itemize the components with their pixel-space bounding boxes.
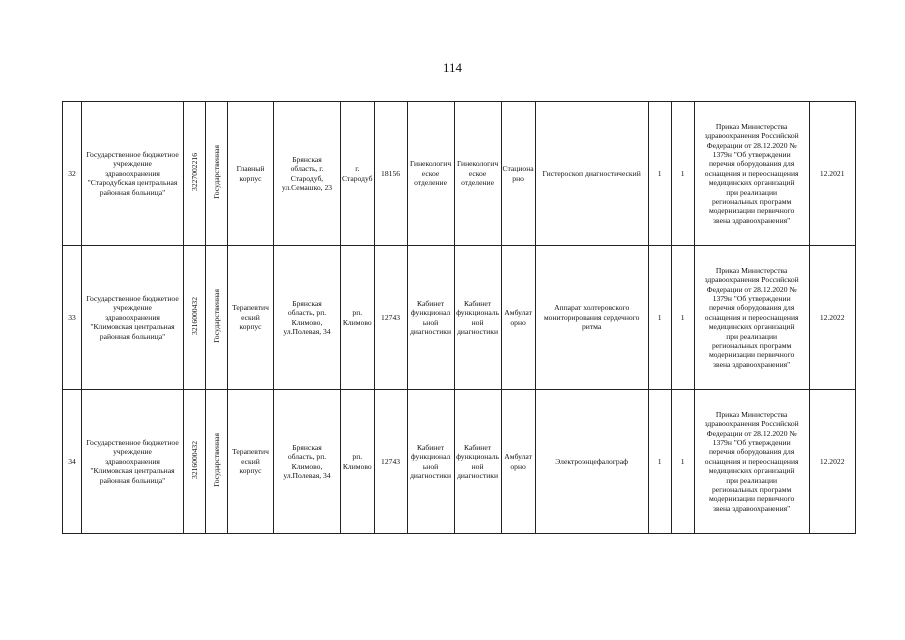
building-name-cell: Терапевтич еский корпус: [228, 390, 274, 534]
settlement-cell: г. Стародуб: [341, 102, 375, 246]
legal-basis-cell: Приказ Министерства здравоохранения Российской Федерации от 28.12.2020 № 1379н "Об утверждении перечня оборудования для оснащения и переоснащения медицинских организаций при реализации региональных программ модернизации первичного звена здравоохранения": [694, 246, 809, 390]
table-row: [63, 102, 856, 246]
quantity-planned-cell: 1: [648, 390, 671, 534]
department-cell: Кабинет функционал ьной диагностики: [407, 246, 454, 390]
inn-code-cell: [184, 246, 206, 390]
settlement-code-cell: 18156: [374, 102, 407, 246]
care-type-cell: Стациона рно: [501, 102, 535, 246]
institution-name-cell: Государственное бюджетное учреждение здравоохранения "Стародубская центральная районная больница": [82, 102, 184, 246]
ownership-type-cell: [206, 246, 228, 390]
inn-code: 3227002216: [189, 153, 199, 192]
institution-name-cell: Государственное бюджетное учреждение здравоохранения "Климовская центральная районная больница": [82, 246, 184, 390]
delivery-date-cell: 12.2022: [809, 246, 855, 390]
table-row: [63, 246, 856, 390]
address-cell: Брянская область, г. Стародуб, ул.Семашко, 23: [274, 102, 341, 246]
quantity-total-cell: 1: [671, 246, 694, 390]
address-cell: Брянская область, рп. Климово, ул.Полевая, 34: [274, 390, 341, 534]
building-name-cell: Терапевтич еский корпус: [228, 246, 274, 390]
ownership-type: Государственная: [211, 145, 221, 200]
ownership-type: Государственная: [211, 289, 221, 344]
ownership-type: Государственная: [211, 433, 221, 488]
department-cell: Кабинет функционал ьной диагностики: [407, 390, 454, 534]
address-cell: Брянская область, рп. Климово, ул.Полевая, 34: [274, 246, 341, 390]
row-number-cell: 32: [63, 102, 82, 246]
quantity-planned-cell: 1: [648, 102, 671, 246]
care-type-cell: Амбулат орно: [501, 390, 535, 534]
quantity-planned-cell: 1: [648, 246, 671, 390]
legal-basis-cell: Приказ Министерства здравоохранения Российской Федерации от 28.12.2020 № 1379н "Об утверждении перечня оборудования для оснащения и переоснащения медицинских организаций при реализации региональных программ модернизации первичного звена здравоохранения": [694, 102, 809, 246]
settlement-code-cell: 12743: [374, 390, 407, 534]
page-number: 114: [442, 60, 463, 75]
inn-code: 3216000432: [189, 297, 199, 336]
settlement-cell: рп. Климово: [341, 246, 375, 390]
inn-code: 3216000432: [189, 441, 199, 480]
row-number-cell: 34: [63, 390, 82, 534]
settlement-cell: рп. Климово: [341, 390, 375, 534]
unit-cell: Кабинет функциональ ной диагностики: [454, 390, 501, 534]
delivery-date-cell: 12.2021: [809, 102, 855, 246]
institution-name-cell: Государственное бюджетное учреждение здравоохранения "Климовская центральная районная больница": [82, 390, 184, 534]
delivery-date-cell: 12.2022: [809, 390, 855, 534]
inn-code-cell: [184, 390, 206, 534]
legal-basis-cell: Приказ Министерства здравоохранения Российской Федерации от 28.12.2020 № 1379н "Об утверждении перечня оборудования для оснащения и переоснащения медицинских организаций при реализации региональных программ модернизации первичного звена здравоохранения": [694, 390, 809, 534]
equipment-table: [62, 101, 856, 534]
settlement-code-cell: 12743: [374, 246, 407, 390]
building-name-cell: Главный корпус: [228, 102, 274, 246]
equipment-name-cell: Электроэнцефалограф: [535, 390, 648, 534]
care-type-cell: Амбулат орно: [501, 246, 535, 390]
quantity-total-cell: 1: [671, 390, 694, 534]
ownership-type-cell: [206, 102, 228, 246]
unit-cell: Кабинет функциональ ной диагностики: [454, 246, 501, 390]
table-row: [63, 390, 856, 534]
equipment-name-cell: Аппарат холтеровского мониторирования сердечного ритма: [535, 246, 648, 390]
department-cell: Гинекологич еское отделение: [407, 102, 454, 246]
unit-cell: Гинекологич еское отделение: [454, 102, 501, 246]
equipment-name-cell: Гистероскоп диагностический: [535, 102, 648, 246]
row-number-cell: 33: [63, 246, 82, 390]
quantity-total-cell: 1: [671, 102, 694, 246]
ownership-type-cell: [206, 390, 228, 534]
inn-code-cell: [184, 102, 206, 246]
